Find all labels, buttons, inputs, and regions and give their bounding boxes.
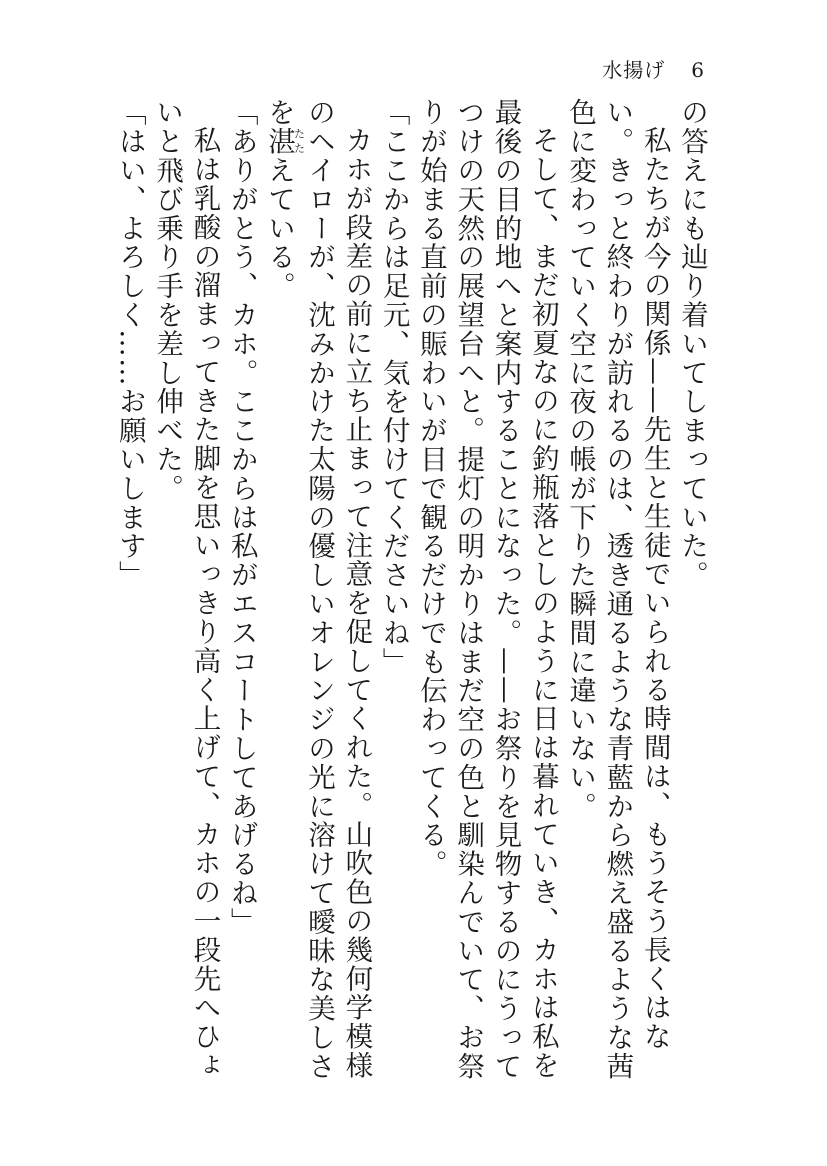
paragraph bbox=[260, 98, 375, 1098]
dialogue-line: 「ありがとう、カホ。ここからは私がエスコートしてあげるね」 bbox=[225, 98, 258, 937]
running-header bbox=[602, 54, 705, 83]
dialogue-line: 「はい、よろしく……お願いします」 bbox=[113, 98, 146, 590]
ruby-annotation bbox=[263, 126, 306, 156]
chapter-title: 水揚げ bbox=[602, 58, 666, 82]
ruby-reading: たた bbox=[292, 126, 306, 156]
paragraph: そして、まだ初夏なのに釣瓶落としのように日は暮れていき、カホは私を最後の目的地へと案内することになった。——お祭りを見物するのにうってつけの天然の展望台へと。提灯の明かりはまだ空の色と馴染んでいて、お祭りが始まる直前の賑わいが目で観るだけでも伝わってくる。 bbox=[414, 98, 559, 1081]
paragraph: の答えにも辿り着いてしまっていた。 bbox=[676, 98, 708, 590]
paragraph: 私たちが今の関係——先生と生徒でいられる時間は、もうそう長くはない。きっと終わりが訪れるのは、透き通るような青藍から燃え盛るような茜色に変わっていく空に夜の帳が下りた瞬間に違いない。 bbox=[564, 98, 671, 1081]
ruby-base: 湛 bbox=[263, 126, 296, 156]
body-text bbox=[100, 98, 710, 1098]
paragraph-text: カホが段差の前に立ち止まって注意を促してくれた。山吹色の幾何学模様のヘイローが、沈みかけた太陽の優しいオレンジの光に溶けて曖昧な美しさを bbox=[263, 98, 373, 1081]
paragraph-text: えている。 bbox=[263, 155, 296, 301]
dialogue-line: 「ここからは足元、気を付けてくださいね」 bbox=[377, 98, 410, 676]
page-number: 6 bbox=[691, 58, 705, 82]
paragraph: 私は乳酸の溜まってきた脚を思いっきり高く上げて、カホの一段先へひょいと飛び乗り手を差し伸べた。 bbox=[151, 98, 221, 1080]
